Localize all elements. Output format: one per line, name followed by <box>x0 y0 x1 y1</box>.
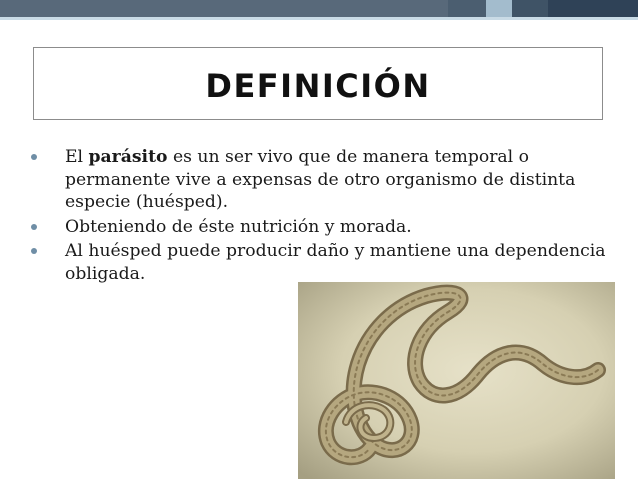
header-accent-line <box>0 17 638 20</box>
bullet-list <box>27 146 612 287</box>
header-bar-segment <box>448 0 486 17</box>
bullet-item-definition <box>27 146 612 214</box>
bullet-text: Obteniendo de éste nutrición y morada. <box>65 216 412 237</box>
title-box <box>33 47 603 120</box>
bullet-icon <box>31 224 37 230</box>
bullet-text-lead: El <box>65 147 89 167</box>
bullet-icon <box>31 154 37 160</box>
bullet-item-damage <box>27 240 612 285</box>
header-bar <box>0 0 638 17</box>
slide-title: DEFINICIÓN <box>205 66 431 105</box>
header-bar-segment <box>0 0 448 17</box>
parasite-worm-photo <box>298 282 615 479</box>
header-bar-segment <box>512 0 548 17</box>
header-bar-segment <box>486 0 512 17</box>
header-bar-segment <box>548 0 638 17</box>
bullet-item-nutrition <box>27 216 612 239</box>
bullet-text-rest: es un ser vivo que de manera temporal o permanente vive a expensas de otro organismo de distinta especie (huésped). <box>65 147 576 212</box>
bullet-text: Al huésped puede producir daño y mantiene una dependencia obligada. <box>65 241 606 284</box>
bullet-icon <box>31 248 37 254</box>
bullet-text-bold: parásito <box>88 147 168 167</box>
